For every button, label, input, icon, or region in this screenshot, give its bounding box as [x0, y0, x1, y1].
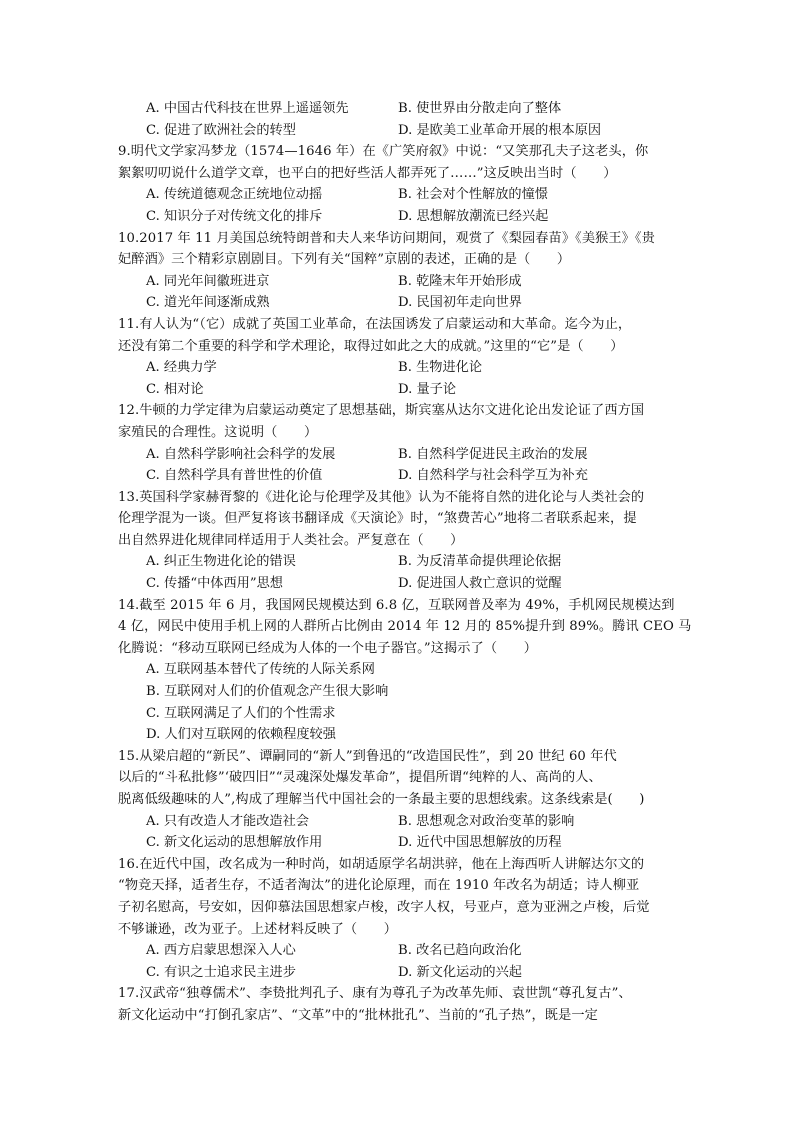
option-c: C. 新文化运动的思想解放作用: [146, 835, 323, 851]
option-c: C. 自然科学具有普世性的价值: [146, 468, 323, 484]
option-row: [118, 120, 678, 142]
option-b: B. 改名已趋向政治化: [398, 943, 522, 959]
option-row: [118, 659, 678, 681]
option-d: D. 自然科学与社会科学互为补充: [398, 468, 588, 484]
option-b: B. 乾隆末年开始形成: [398, 273, 522, 289]
option-c: C. 道光年间逐渐成熟: [146, 295, 270, 311]
question-text: 10.2017 年 11 月美国总统特朗普和夫人来华访问期间，观赏了《梨园春苗》《美猴王》《贵: [118, 230, 655, 246]
option-row: [118, 551, 678, 573]
option-d: D. 近代中国思想解放的历程: [398, 835, 562, 851]
option-a: A. 同光年间徽班进京: [146, 273, 270, 289]
option-row: [118, 811, 678, 833]
option-c: C. 知识分子对传统文化的排斥: [146, 208, 323, 224]
option-c: C. 相对论: [146, 381, 204, 397]
question-text: 妃醉酒》三个精彩京剧剧目。下列有关“国粹”京剧的表述，正确的是（ ）: [118, 252, 571, 268]
question-text: 化腾说：“移动互联网已经成为人体的一个电子器官。”这揭示了（ ）: [118, 640, 537, 656]
question-text: “物竞天择，适者生存，不适者淘汰”的进化论原理，而在 1910 年改名为胡适；诗人柳亚: [118, 878, 640, 894]
question-text: 16.在近代中国，改名成为一种时尚，如胡适原学名胡洪骍，他在上海西听人讲解达尔文的: [118, 856, 645, 872]
question-9: [118, 141, 678, 227]
question-text: 絮絮叨叨说什么道学文章，也平白的把好些活人都弄死了……”这反映出当时（ ）: [118, 165, 617, 181]
option-row: [118, 832, 678, 854]
option-a: A. 经典力学: [146, 360, 217, 376]
option-row: [118, 573, 678, 595]
option-b: B. 社会对个性解放的憧憬: [398, 187, 548, 203]
option-d: D. 人们对互联网的依赖程度较强: [146, 727, 336, 743]
option-b: B. 自然科学促进民主政治的发展: [398, 446, 588, 462]
question-text: 12.牛顿的力学定律为启蒙运动奠定了思想基础，斯宾塞从达尔文进化论出发论证了西方国: [118, 403, 645, 419]
option-b: B. 互联网对人们的价值观念产生很大影响: [146, 684, 389, 700]
option-c: C. 有识之士追求民主进步: [146, 964, 296, 980]
question-13: [118, 487, 678, 595]
option-d: D. 是欧美工业革命开展的根本原因: [398, 122, 602, 138]
option-a: A. 互联网基本替代了传统的人际关系网: [146, 662, 375, 678]
option-row: [118, 357, 678, 379]
question-12: [118, 400, 678, 486]
question-text: 14.截至 2015 年 6 月，我国网民规模达到 6.8 亿，互联网普及率为 49%，手机网民规模达到: [118, 597, 675, 613]
option-a: A. 西方启蒙思想深入人心: [146, 943, 296, 959]
question-text: 17.汉武帝“独尊儒术”、李贽批判孔子、康有为尊孔子为改革先师、袁世凯“尊孔复古”、: [118, 986, 632, 1002]
question-text: 出自然界进化规律同样适用于人类社会。严复意在（ ）: [118, 532, 464, 548]
question-14: [118, 595, 692, 746]
option-a: A. 中国古代科技在世界上遥遥领先: [146, 101, 349, 116]
option-row: [118, 98, 678, 120]
question-11: [118, 314, 678, 400]
exam-content: [118, 98, 692, 1027]
option-a: A. 传统道德观念正统地位动摇: [146, 187, 323, 203]
question-text: 子初名慰高，号安如，因仰慕法国思想家卢梭，改字人权，号亚卢，意为亚洲之卢梭，后觉: [118, 899, 650, 915]
option-row: [118, 379, 678, 401]
option-d: D. 民国初年走向世界: [398, 295, 522, 311]
question-17: [118, 983, 678, 1026]
question-text: 15.从梁启超的“新民”、谭嗣同的“新人”到鲁迅的“改造国民性”，到 20 世纪 60 年代: [118, 748, 617, 764]
option-row: [118, 206, 678, 228]
option-row: [118, 292, 678, 314]
option-row: [118, 703, 678, 725]
option-b: B. 为反清革命提供理论依据: [398, 554, 562, 570]
question-text: 不够谦逊，改为亚子。上述材料反映了（ ）: [118, 921, 398, 937]
question-text: 新文化运动中“打倒孔家店”、“文革”中的“批林批孔”、当前的“孔子热”，既是一定: [118, 1007, 598, 1023]
option-row: [118, 940, 678, 962]
option-a: A. 自然科学影响社会科学的发展: [146, 446, 336, 462]
option-row: [118, 444, 678, 466]
option-c: C. 传播“中体西用”思想: [146, 576, 283, 592]
option-b: B. 生物进化论: [398, 360, 483, 376]
option-b: B. 使世界由分散走向了整体: [398, 101, 562, 116]
option-row: [118, 465, 678, 487]
option-d: D. 促进国人救亡意识的觉醒: [398, 576, 562, 592]
option-d: D. 量子论: [398, 381, 457, 397]
question-text: 11.有人认为“（它）成就了英国工业革命，在法国诱发了启蒙运动和大革命。迄今为止，: [118, 316, 632, 332]
question-16: [118, 854, 678, 984]
question-text: 9.明代文学家冯梦龙（1574—1646 年）在《广笑府叙》中说：“又笑那孔夫子这老头，你: [118, 144, 649, 160]
option-row: [118, 962, 678, 984]
option-d: D. 新文化运动的兴起: [398, 964, 522, 980]
option-d: D. 思想解放潮流已经兴起: [398, 208, 549, 224]
option-row: [118, 184, 678, 206]
option-c: C. 互联网满足了人们的个性需求: [146, 705, 336, 721]
question-text: 脱离低级趣味的人”,构成了理解当代中国社会的一条最主要的思想线索。这条线索是( ): [118, 792, 645, 807]
question-text: 以后的“斗私批修”‘破四旧”“灵魂深处爆发革命”，提倡所谓“纯粹的人、高尚的人、: [118, 770, 602, 786]
question-text: 家殖民的合理性。这说明（ ）: [118, 424, 318, 440]
option-row: [118, 724, 678, 746]
option-a: A. 纠正生物进化论的错误: [146, 554, 296, 570]
option-c: C. 促进了欧洲社会的转型: [146, 122, 296, 138]
question-text: 13.英国科学家赫胥黎的《进化论与伦理学及其他》认为不能将自然的进化论与人类社会的: [118, 489, 645, 505]
question-text: 4 亿，网民中使用手机上网的人群所占比例由 2014 年 12 月的 85%提升到 89%。腾讯 CEO 马: [118, 619, 692, 635]
option-row: [118, 271, 678, 293]
option-a: A. 只有改造人才能改造社会: [146, 813, 309, 829]
question-15: [118, 746, 678, 854]
question-10: [118, 228, 678, 314]
question-text: 伦理学混为一谈。但严复将该书翻译成《天演论》时，“煞费苦心”地将二者联系起来，提: [118, 511, 637, 527]
question-8-options: [118, 98, 678, 141]
option-row: [118, 681, 678, 703]
question-text: 还没有第二个重要的科学和学术理论，取得过如此之大的成就。”这里的“它”是（ ）: [118, 338, 624, 354]
option-b: B. 思想观念对政治变革的影响: [398, 813, 575, 829]
